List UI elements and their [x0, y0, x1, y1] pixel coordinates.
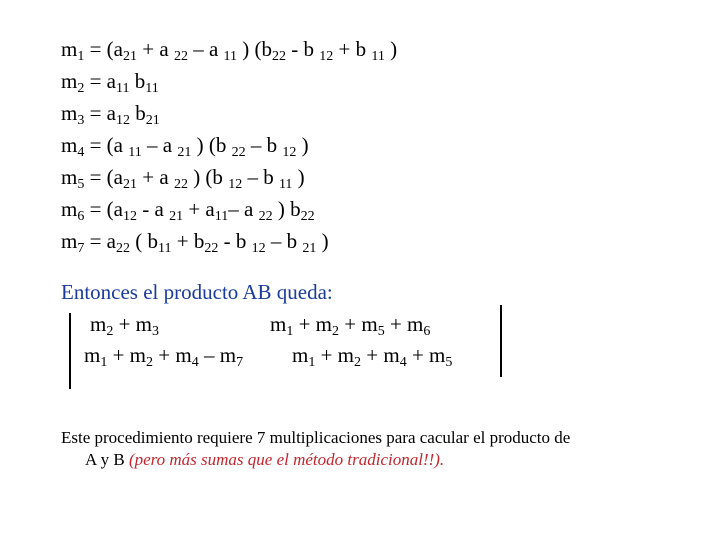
- equation-term-text: ): [292, 165, 305, 189]
- matrix-term-subscript: 7: [236, 355, 244, 370]
- equation-term-text: - b: [218, 229, 252, 253]
- equation-term-subscript: 4: [77, 145, 85, 160]
- equation-term-subscript: 11: [223, 49, 237, 64]
- equation-term-text: m: [61, 133, 78, 157]
- equation-term-subscript: 22: [300, 209, 315, 224]
- equation-term-text: = (a: [84, 133, 129, 157]
- equation-term-text: + a: [137, 165, 174, 189]
- equation-term-subscript: 22: [272, 49, 286, 64]
- equation-term-subscript: 11: [278, 177, 293, 192]
- equation-term-subscript: 11: [371, 49, 385, 64]
- matrix-cell-21: [84, 343, 243, 368]
- equation-term-subscript: 22: [116, 241, 131, 256]
- equation-term-text: b: [129, 69, 146, 93]
- matrix-term-text: + m: [339, 312, 378, 336]
- matrix-term-text: + m: [406, 343, 446, 367]
- matrix-term-subscript: 1: [100, 355, 108, 370]
- equation-term-text: ) (b: [237, 37, 272, 61]
- equation-term-subscript: 1: [77, 49, 85, 64]
- equation-term-text: - a: [137, 197, 170, 221]
- note-emphasis: (pero más sumas que el método tradicional!!).: [128, 450, 445, 469]
- equation-term-text: ): [316, 229, 329, 253]
- equation-term-text: ): [296, 133, 309, 157]
- equation-m6: [61, 196, 315, 222]
- equation-term-subscript: 3: [77, 113, 85, 128]
- matrix-term-text: m: [84, 343, 101, 367]
- equation-term-subscript: 21: [123, 177, 138, 192]
- matrix-cell-12: [270, 312, 430, 337]
- matrix-term-text: m: [270, 312, 287, 336]
- equation-term-subscript: 22: [258, 209, 273, 224]
- equation-term-subscript: 22: [173, 49, 188, 64]
- matrix-term-subscript: 5: [445, 355, 453, 370]
- equation-term-subscript: 22: [173, 177, 188, 192]
- equation-term-text: = (a: [84, 197, 124, 221]
- equation-term-subscript: 12: [319, 49, 334, 64]
- equation-term-subscript: 21: [169, 209, 184, 224]
- equation-term-text: ) (b: [187, 165, 229, 189]
- equation-term-text: ) b: [272, 197, 301, 221]
- equation-term-text: – b: [245, 133, 283, 157]
- matrix-right-bracket: [500, 305, 502, 377]
- matrix-term-subscript: 1: [286, 324, 294, 339]
- equation-term-text: m: [61, 37, 78, 61]
- equation-term-text: + a: [137, 37, 174, 61]
- matrix-term-text: + m: [153, 343, 192, 367]
- matrix-term-subscript: 3: [152, 324, 160, 339]
- matrix-term-text: + m: [107, 343, 147, 367]
- note-line2: [61, 449, 570, 471]
- equation-term-text: - b: [286, 37, 320, 61]
- procedure-note: [61, 427, 570, 471]
- equation-term-subscript: 12: [251, 241, 266, 256]
- equation-term-text: – a: [228, 197, 259, 221]
- equation-term-text: + a: [183, 197, 215, 221]
- equation-term-text: = a: [84, 229, 117, 253]
- note-line1: Este procedimiento requiere 7 multiplicaciones para cacular el producto de: [61, 428, 571, 447]
- equation-term-text: – a: [187, 37, 224, 61]
- equation-term-subscript: 21: [145, 113, 160, 128]
- equation-term-subscript: 21: [302, 241, 317, 256]
- equation-term-text: m: [61, 165, 78, 189]
- matrix-term-text: + m: [361, 343, 400, 367]
- equation-term-subscript: 12: [228, 177, 243, 192]
- equation-term-text: = a: [84, 101, 117, 125]
- equation-term-text: + b: [333, 37, 372, 61]
- matrix-left-bracket: [69, 313, 71, 389]
- matrix-term-subscript: 2: [332, 324, 340, 339]
- equation-term-text: = a: [84, 69, 117, 93]
- product-heading: Entonces el producto AB queda:: [61, 280, 333, 304]
- equation-term-subscript: 11: [145, 81, 159, 96]
- equation-term-text: ( b: [130, 229, 159, 253]
- matrix-term-text: + m: [384, 312, 424, 336]
- equation-term-subscript: 12: [282, 145, 297, 160]
- equation-term-text: + b: [171, 229, 205, 253]
- matrix-cell-11: [90, 312, 159, 337]
- equation-term-subscript: 22: [204, 241, 219, 256]
- equation-term-text: ) (b: [191, 133, 232, 157]
- equation-term-text: m: [61, 197, 78, 221]
- equation-term-subscript: 5: [77, 177, 85, 192]
- equation-m2: [61, 68, 159, 94]
- equation-m1: [61, 36, 397, 62]
- equation-term-subscript: 11: [214, 209, 229, 224]
- equation-term-subscript: 22: [231, 145, 246, 160]
- equation-term-text: = (a: [84, 165, 124, 189]
- matrix-cell-22: [292, 343, 452, 368]
- equation-term-text: b: [130, 101, 146, 125]
- equation-term-subscript: 11: [158, 241, 172, 256]
- equation-m5: [61, 164, 305, 190]
- matrix-term-subscript: 4: [191, 355, 199, 370]
- equation-term-subscript: 6: [77, 209, 85, 224]
- matrix-term-subscript: 4: [399, 355, 407, 370]
- equation-term-text: m: [61, 69, 78, 93]
- equation-term-text: ): [384, 37, 398, 61]
- equation-m4: [61, 132, 309, 158]
- equation-m7: [61, 228, 329, 254]
- equation-m3: [61, 100, 160, 126]
- equation-term-subscript: 12: [123, 209, 138, 224]
- equation-term-subscript: 7: [77, 241, 85, 256]
- equation-term-subscript: 2: [77, 81, 85, 96]
- equation-term-subscript: 21: [123, 49, 138, 64]
- matrix-term-text: m: [90, 312, 107, 336]
- matrix-term-subscript: 2: [354, 355, 362, 370]
- note-line2-text: A y B: [85, 450, 129, 469]
- matrix-term-subscript: 5: [377, 324, 385, 339]
- matrix-term-subscript: 6: [423, 324, 431, 339]
- equation-term-text: m: [61, 229, 78, 253]
- matrix-term-subscript: 1: [308, 355, 316, 370]
- matrix-term-text: + m: [293, 312, 333, 336]
- matrix-term-subscript: 2: [106, 324, 114, 339]
- matrix-term-text: m: [292, 343, 309, 367]
- equation-term-text: – a: [141, 133, 178, 157]
- equation-term-subscript: 21: [177, 145, 192, 160]
- equation-term-text: – b: [265, 229, 303, 253]
- matrix-term-text: + m: [113, 312, 153, 336]
- matrix-term-text: – m: [198, 343, 237, 367]
- equation-term-subscript: 11: [116, 81, 130, 96]
- equation-term-text: m: [61, 101, 78, 125]
- matrix-term-text: + m: [315, 343, 355, 367]
- equation-term-subscript: 11: [128, 145, 142, 160]
- equation-term-text: = (a: [84, 37, 124, 61]
- equation-term-text: – b: [242, 165, 279, 189]
- equation-term-subscript: 12: [116, 113, 131, 128]
- matrix-term-subscript: 2: [146, 355, 154, 370]
